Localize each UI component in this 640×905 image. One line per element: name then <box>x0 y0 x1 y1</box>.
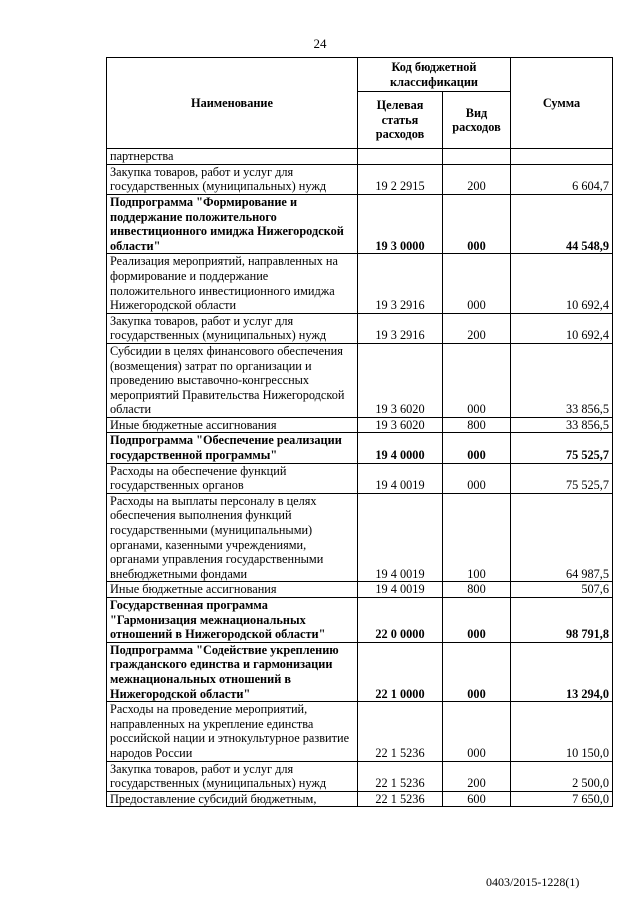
cell-vid: 800 <box>443 417 511 433</box>
cell-name: Подпрограмма "Содействие укреплению гражданского единства и гармонизации межнациональных отношений в Нижегородской области" <box>107 642 358 701</box>
cell-code: 19 3 2916 <box>358 313 443 343</box>
page-number: 24 <box>313 36 327 51</box>
cell-name: Реализация мероприятий, направленных на формирование и поддержание положительного инвестиционного имиджа Нижегородской области <box>107 254 358 313</box>
cell-code: 22 1 5236 <box>358 702 443 761</box>
header-name: Наименование <box>107 58 358 149</box>
header-code-group: Код бюджетной классификации <box>358 58 511 92</box>
cell-code: 19 4 0019 <box>358 493 443 582</box>
cell-sum: 13 294,0 <box>511 642 613 701</box>
cell-vid: 000 <box>443 642 511 701</box>
cell-name: Закупка товаров, работ и услуг для государственных (муниципальных) нужд <box>107 313 358 343</box>
cell-code: 19 4 0019 <box>358 582 443 598</box>
cell-name: Субсидии в целях финансового обеспечения (возмещения) затрат по организации и проведению выставочно-конгрессных мероприятий Правительства Нижегородской области <box>107 343 358 417</box>
cell-name: Подпрограмма "Формирование и поддержание положительного инвестиционного имиджа Нижегородской области" <box>107 194 358 253</box>
cell-code: 22 1 5236 <box>358 791 443 807</box>
cell-vid: 000 <box>443 598 511 643</box>
table-row <box>107 433 613 463</box>
table-row <box>107 582 613 598</box>
cell-vid: 000 <box>443 343 511 417</box>
cell-code: 19 3 6020 <box>358 343 443 417</box>
cell-vid <box>443 149 511 165</box>
cell-sum: 7 650,0 <box>511 791 613 807</box>
header-vid: Вид расходов <box>443 92 511 149</box>
table-row <box>107 642 613 701</box>
cell-name: Подпрограмма "Обеспечение реализации государственной программы" <box>107 433 358 463</box>
table-row <box>107 791 613 807</box>
cell-name: Иные бюджетные ассигнования <box>107 417 358 433</box>
cell-name: Расходы на обеспечение функций государственных органов <box>107 463 358 493</box>
cell-sum: 507,6 <box>511 582 613 598</box>
cell-sum: 33 856,5 <box>511 417 613 433</box>
cell-vid: 000 <box>443 463 511 493</box>
cell-sum <box>511 149 613 165</box>
cell-sum: 98 791,8 <box>511 598 613 643</box>
cell-name: Расходы на проведение мероприятий, направленных на укрепление единства российской нации и этнокультурное развитие народов России <box>107 702 358 761</box>
cell-vid: 200 <box>443 313 511 343</box>
header-sum: Сумма <box>511 58 613 149</box>
table-row <box>107 149 613 165</box>
cell-name: Закупка товаров, работ и услуг для государственных (муниципальных) нужд <box>107 761 358 791</box>
cell-name: Предоставление субсидий бюджетным, <box>107 791 358 807</box>
table-row <box>107 598 613 643</box>
document-code: 0403/2015-1228(1) <box>486 875 580 889</box>
cell-vid: 000 <box>443 194 511 253</box>
table-row <box>107 463 613 493</box>
cell-sum: 2 500,0 <box>511 761 613 791</box>
table-row <box>107 313 613 343</box>
table-row <box>107 164 613 194</box>
cell-name: Иные бюджетные ассигнования <box>107 582 358 598</box>
cell-sum: 75 525,7 <box>511 463 613 493</box>
header-target: Целевая статья расходов <box>358 92 443 149</box>
cell-code: 19 3 6020 <box>358 417 443 433</box>
cell-code: 22 1 5236 <box>358 761 443 791</box>
cell-vid: 000 <box>443 254 511 313</box>
cell-vid: 600 <box>443 791 511 807</box>
cell-vid: 200 <box>443 164 511 194</box>
table-row <box>107 417 613 433</box>
cell-vid: 100 <box>443 493 511 582</box>
cell-name: Расходы на выплаты персоналу в целях обеспечения выполнения функций государственными (муниципальными) органами, казенными учреждениями, органами управления государственными внебюджетными фондами <box>107 493 358 582</box>
table-body <box>107 149 613 807</box>
table-row <box>107 493 613 582</box>
table-row <box>107 761 613 791</box>
cell-name: Закупка товаров, работ и услуг для государственных (муниципальных) нужд <box>107 164 358 194</box>
cell-sum: 33 856,5 <box>511 343 613 417</box>
cell-sum: 64 987,5 <box>511 493 613 582</box>
cell-code: 19 4 0000 <box>358 433 443 463</box>
table-row <box>107 194 613 253</box>
budget-table <box>106 57 613 807</box>
cell-sum: 10 150,0 <box>511 702 613 761</box>
cell-sum: 6 604,7 <box>511 164 613 194</box>
table-row <box>107 702 613 761</box>
cell-code: 19 3 0000 <box>358 194 443 253</box>
cell-vid: 000 <box>443 702 511 761</box>
table-row <box>107 254 613 313</box>
cell-sum: 44 548,9 <box>511 194 613 253</box>
cell-code: 19 2 2915 <box>358 164 443 194</box>
cell-vid: 000 <box>443 433 511 463</box>
cell-name: Государственная программа "Гармонизация межнациональных отношений в Нижегородской области" <box>107 598 358 643</box>
cell-name: партнерства <box>107 149 358 165</box>
cell-code <box>358 149 443 165</box>
cell-vid: 800 <box>443 582 511 598</box>
table-row <box>107 343 613 417</box>
cell-sum: 10 692,4 <box>511 254 613 313</box>
header-row-1 <box>107 58 613 92</box>
cell-code: 19 3 2916 <box>358 254 443 313</box>
cell-sum: 10 692,4 <box>511 313 613 343</box>
cell-code: 19 4 0019 <box>358 463 443 493</box>
cell-code: 22 1 0000 <box>358 642 443 701</box>
cell-sum: 75 525,7 <box>511 433 613 463</box>
cell-vid: 200 <box>443 761 511 791</box>
cell-code: 22 0 0000 <box>358 598 443 643</box>
